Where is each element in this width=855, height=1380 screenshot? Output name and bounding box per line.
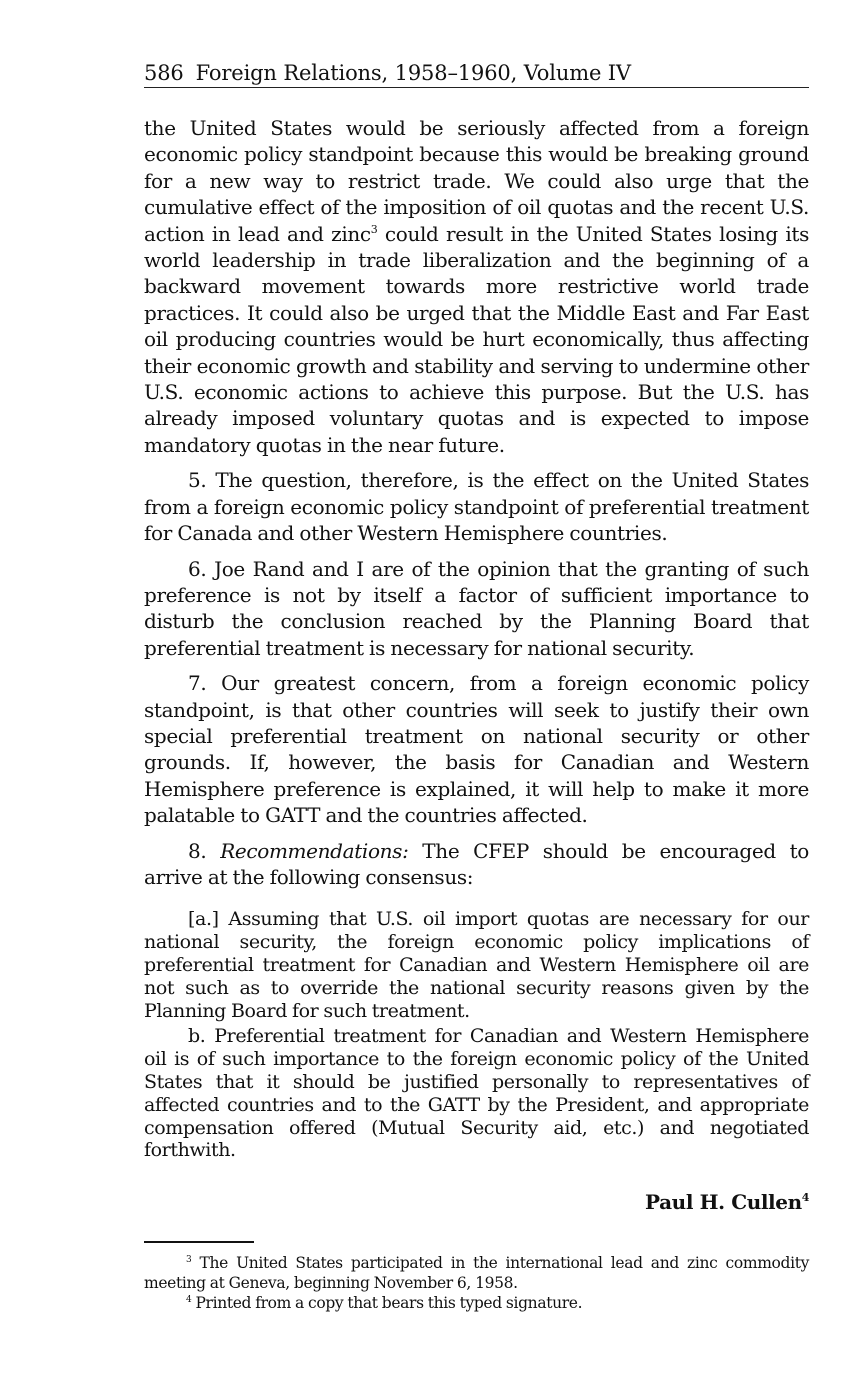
footnote-ref-4: 4 xyxy=(801,1191,809,1205)
document-page xyxy=(144,60,809,1313)
paragraph-text: the United States would be seriously affected from a foreign economic policy standpoint because this would be breaking ground for a new way to restrict trade. We could also urge that the cumulative effect of the imposition of oil quotas and the recent U.S. action in lead and zinc xyxy=(144,116,809,246)
recommendations-block xyxy=(144,908,809,1162)
volume-title: Foreign Relations, 1958–1960, Volume IV xyxy=(195,61,631,85)
footnote-3 xyxy=(144,1253,809,1293)
footnote-4 xyxy=(144,1293,809,1313)
footnote-ref-3: 3 xyxy=(370,222,378,236)
paragraph-8 xyxy=(144,838,809,891)
recommendation-a: [a.] Assuming that U.S. oil import quotas are necessary for our national security, the foreign economic policy implications of preferential treatment for Canadian and Western Hemisphere oil are not such as to override the national security reasons given by the Planning Board for such treatment. xyxy=(144,908,809,1022)
footnotes xyxy=(144,1253,809,1313)
page-number: 586 xyxy=(144,61,184,85)
paragraph-text: could result in the United States losing its world leadership in trade liberalization and the beginning of a backward movement towards more restrictive world trade practices. It could also be urged that the Middle East and Far East oil producing countries would be hurt economically, thus affecting their economic growth and stability and serving to undermine other U.S. economic actions to achieve this purpose. But the U.S. has already imposed voluntary quotas and is expected to impose mandatory quotas in the near future. xyxy=(144,221,809,457)
recommendation-b: b. Preferential treatment for Canadian and Western Hemisphere oil is of such importance to the foreign economic policy of the United States that it should be justified personally to representatives of affected countries and to the GATT by the President, and appropriate compensation offered (Mutual Security aid, etc.) and negotiated forthwith. xyxy=(144,1025,809,1162)
paragraph-7: 7. Our greatest concern, from a foreign economic policy standpoint, is that other countries will seek to justify their own special preferential treatment on national security or other grounds. If, however, the basis for Canadian and Western Hemisphere preference is explained, it will help to make it more palatable to GATT and the countries affected. xyxy=(144,671,809,828)
body-text xyxy=(144,115,809,890)
signer-name: Paul H. Cullen xyxy=(645,1190,802,1215)
paragraph-text: The CFEP should be encouraged to arrive at the following consensus: xyxy=(144,838,809,889)
recommendations-label: Recommendations: xyxy=(220,838,409,863)
paragraph-5: 5. The question, therefore, is the effect on the United States from a foreign economic policy standpoint of preferential treatment for Canada and other Western Hemisphere countries. xyxy=(144,468,809,546)
signature xyxy=(144,1189,809,1215)
paragraph-continued xyxy=(144,115,809,458)
footnote-number: 4 xyxy=(186,1295,192,1306)
paragraph-number: 8. xyxy=(188,838,221,863)
running-header xyxy=(144,60,809,88)
footnote-text: Printed from a copy that bears this typed signature. xyxy=(191,1294,583,1313)
footnote-text: The United States participated in the international lead and zinc commodity meeting at Geneva, beginning November 6, 1958. xyxy=(144,1254,809,1293)
footnote-divider xyxy=(144,1241,254,1243)
paragraph-6: 6. Joe Rand and I are of the opinion that the granting of such preference is not by itself a factor of sufficient importance to disturb the conclusion reached by the Planning Board that preferential treatment is necessary for national security. xyxy=(144,556,809,660)
footnote-number: 3 xyxy=(186,1255,192,1266)
